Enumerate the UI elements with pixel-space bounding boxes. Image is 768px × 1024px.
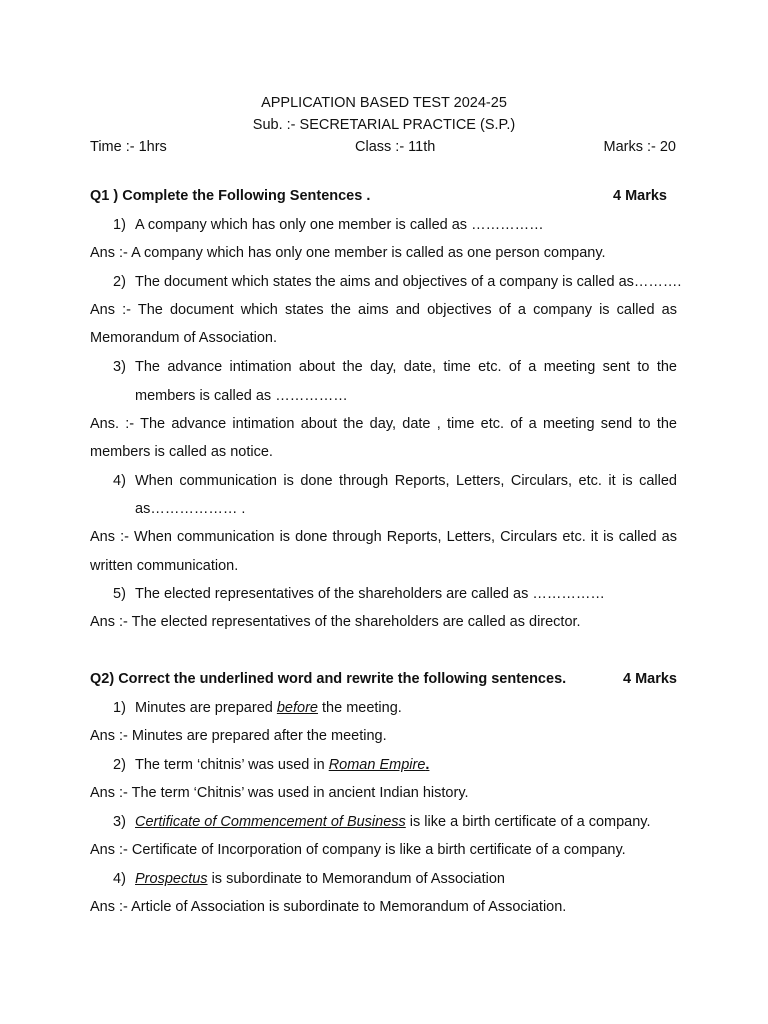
q2-question — [135, 870, 505, 888]
q2-item-number: 4) — [113, 871, 126, 887]
q1-item-number: 1) — [113, 217, 126, 233]
q2-heading: Q2) Correct the underlined word and rewrite the following sentences. — [90, 671, 567, 687]
q2-item-number: 2) — [113, 757, 126, 773]
q1-question-cont: members is called as …………… — [135, 388, 348, 404]
underlined-word: Prospectus — [135, 871, 208, 887]
q1-question-cont: as……………… . — [135, 501, 246, 517]
q1-answer: Ans :- The document which states the aims and objectives of a company is called as — [90, 302, 677, 318]
q1-answer: Ans :- The elected representatives of the shareholders are called as director. — [90, 614, 581, 630]
q1-item-number: 3) — [113, 359, 126, 375]
q1-answer: Ans :- A company which has only one member is called as one person company. — [90, 245, 606, 261]
q1-question: The elected representatives of the shareholders are called as …………… — [135, 586, 605, 602]
class-label: Class :- 11th — [355, 139, 436, 155]
q2-question-text: Minutes are prepared — [135, 700, 277, 716]
underlined-word: Roman Empire — [328, 757, 426, 773]
underlined-word: before — [276, 700, 318, 716]
q1-answer-cont: written communication. — [90, 558, 239, 574]
q1-marks: 4 Marks — [612, 188, 667, 204]
q2-answer: Ans :- Minutes are prepared after the meeting. — [90, 728, 387, 744]
q2-question — [135, 699, 402, 717]
q2-question-text: . — [425, 757, 430, 773]
q1-item-number: 2) — [113, 274, 126, 290]
q2-item-number: 1) — [113, 700, 126, 716]
q1-heading: Q1 ) Complete the Following Sentences . — [90, 188, 371, 204]
underlined-word: Certificate of Commencement of Business — [135, 814, 406, 830]
q2-question-text: The term ‘chitnis’ was used in — [135, 757, 329, 773]
q2-item-number: 3) — [113, 814, 126, 830]
q1-item-number: 5) — [113, 586, 126, 602]
time-label: Time :- 1hrs — [90, 139, 167, 155]
q1-item-number: 4) — [113, 473, 126, 489]
q1-question: The document which states the aims and objectives of a company is called as………. — [135, 274, 682, 290]
q1-answer-cont: members is called as notice. — [90, 444, 273, 460]
test-title: APPLICATION BASED TEST 2024-25 — [261, 95, 507, 111]
q2-question-text: is like a birth certificate of a company. — [405, 814, 651, 830]
q1-answer: Ans. :- The advance intimation about the day, date , time etc. of a meeting send to the — [90, 416, 677, 432]
subject-line: Sub. :- SECRETARIAL PRACTICE (S.P.) — [252, 117, 516, 133]
q1-answer: Ans :- When communication is done through Reports, Letters, Circulars etc. it is called as — [90, 529, 677, 545]
q2-answer: Ans :- Article of Association is subordinate to Memorandum of Association. — [90, 899, 567, 915]
q2-question — [135, 813, 651, 831]
q2-marks: 4 Marks — [622, 671, 677, 687]
q2-question — [135, 756, 429, 774]
q1-question: When communication is done through Reports, Letters, Circulars, etc. it is called — [135, 473, 677, 489]
marks-label: Marks :- 20 — [603, 139, 676, 155]
q2-question-text: is subordinate to Memorandum of Association — [207, 871, 505, 887]
q1-question: The advance intimation about the day, date, time etc. of a meeting sent to the — [135, 359, 677, 375]
q2-question-text: the meeting. — [317, 700, 402, 716]
q2-answer: Ans :- The term ‘Chitnis’ was used in ancient Indian history. — [90, 785, 469, 801]
q1-question: A company which has only one member is called as …………… — [135, 217, 544, 233]
q2-answer: Ans :- Certificate of Incorporation of company is like a birth certificate of a company. — [90, 842, 626, 858]
q1-answer-cont: Memorandum of Association. — [90, 330, 277, 346]
